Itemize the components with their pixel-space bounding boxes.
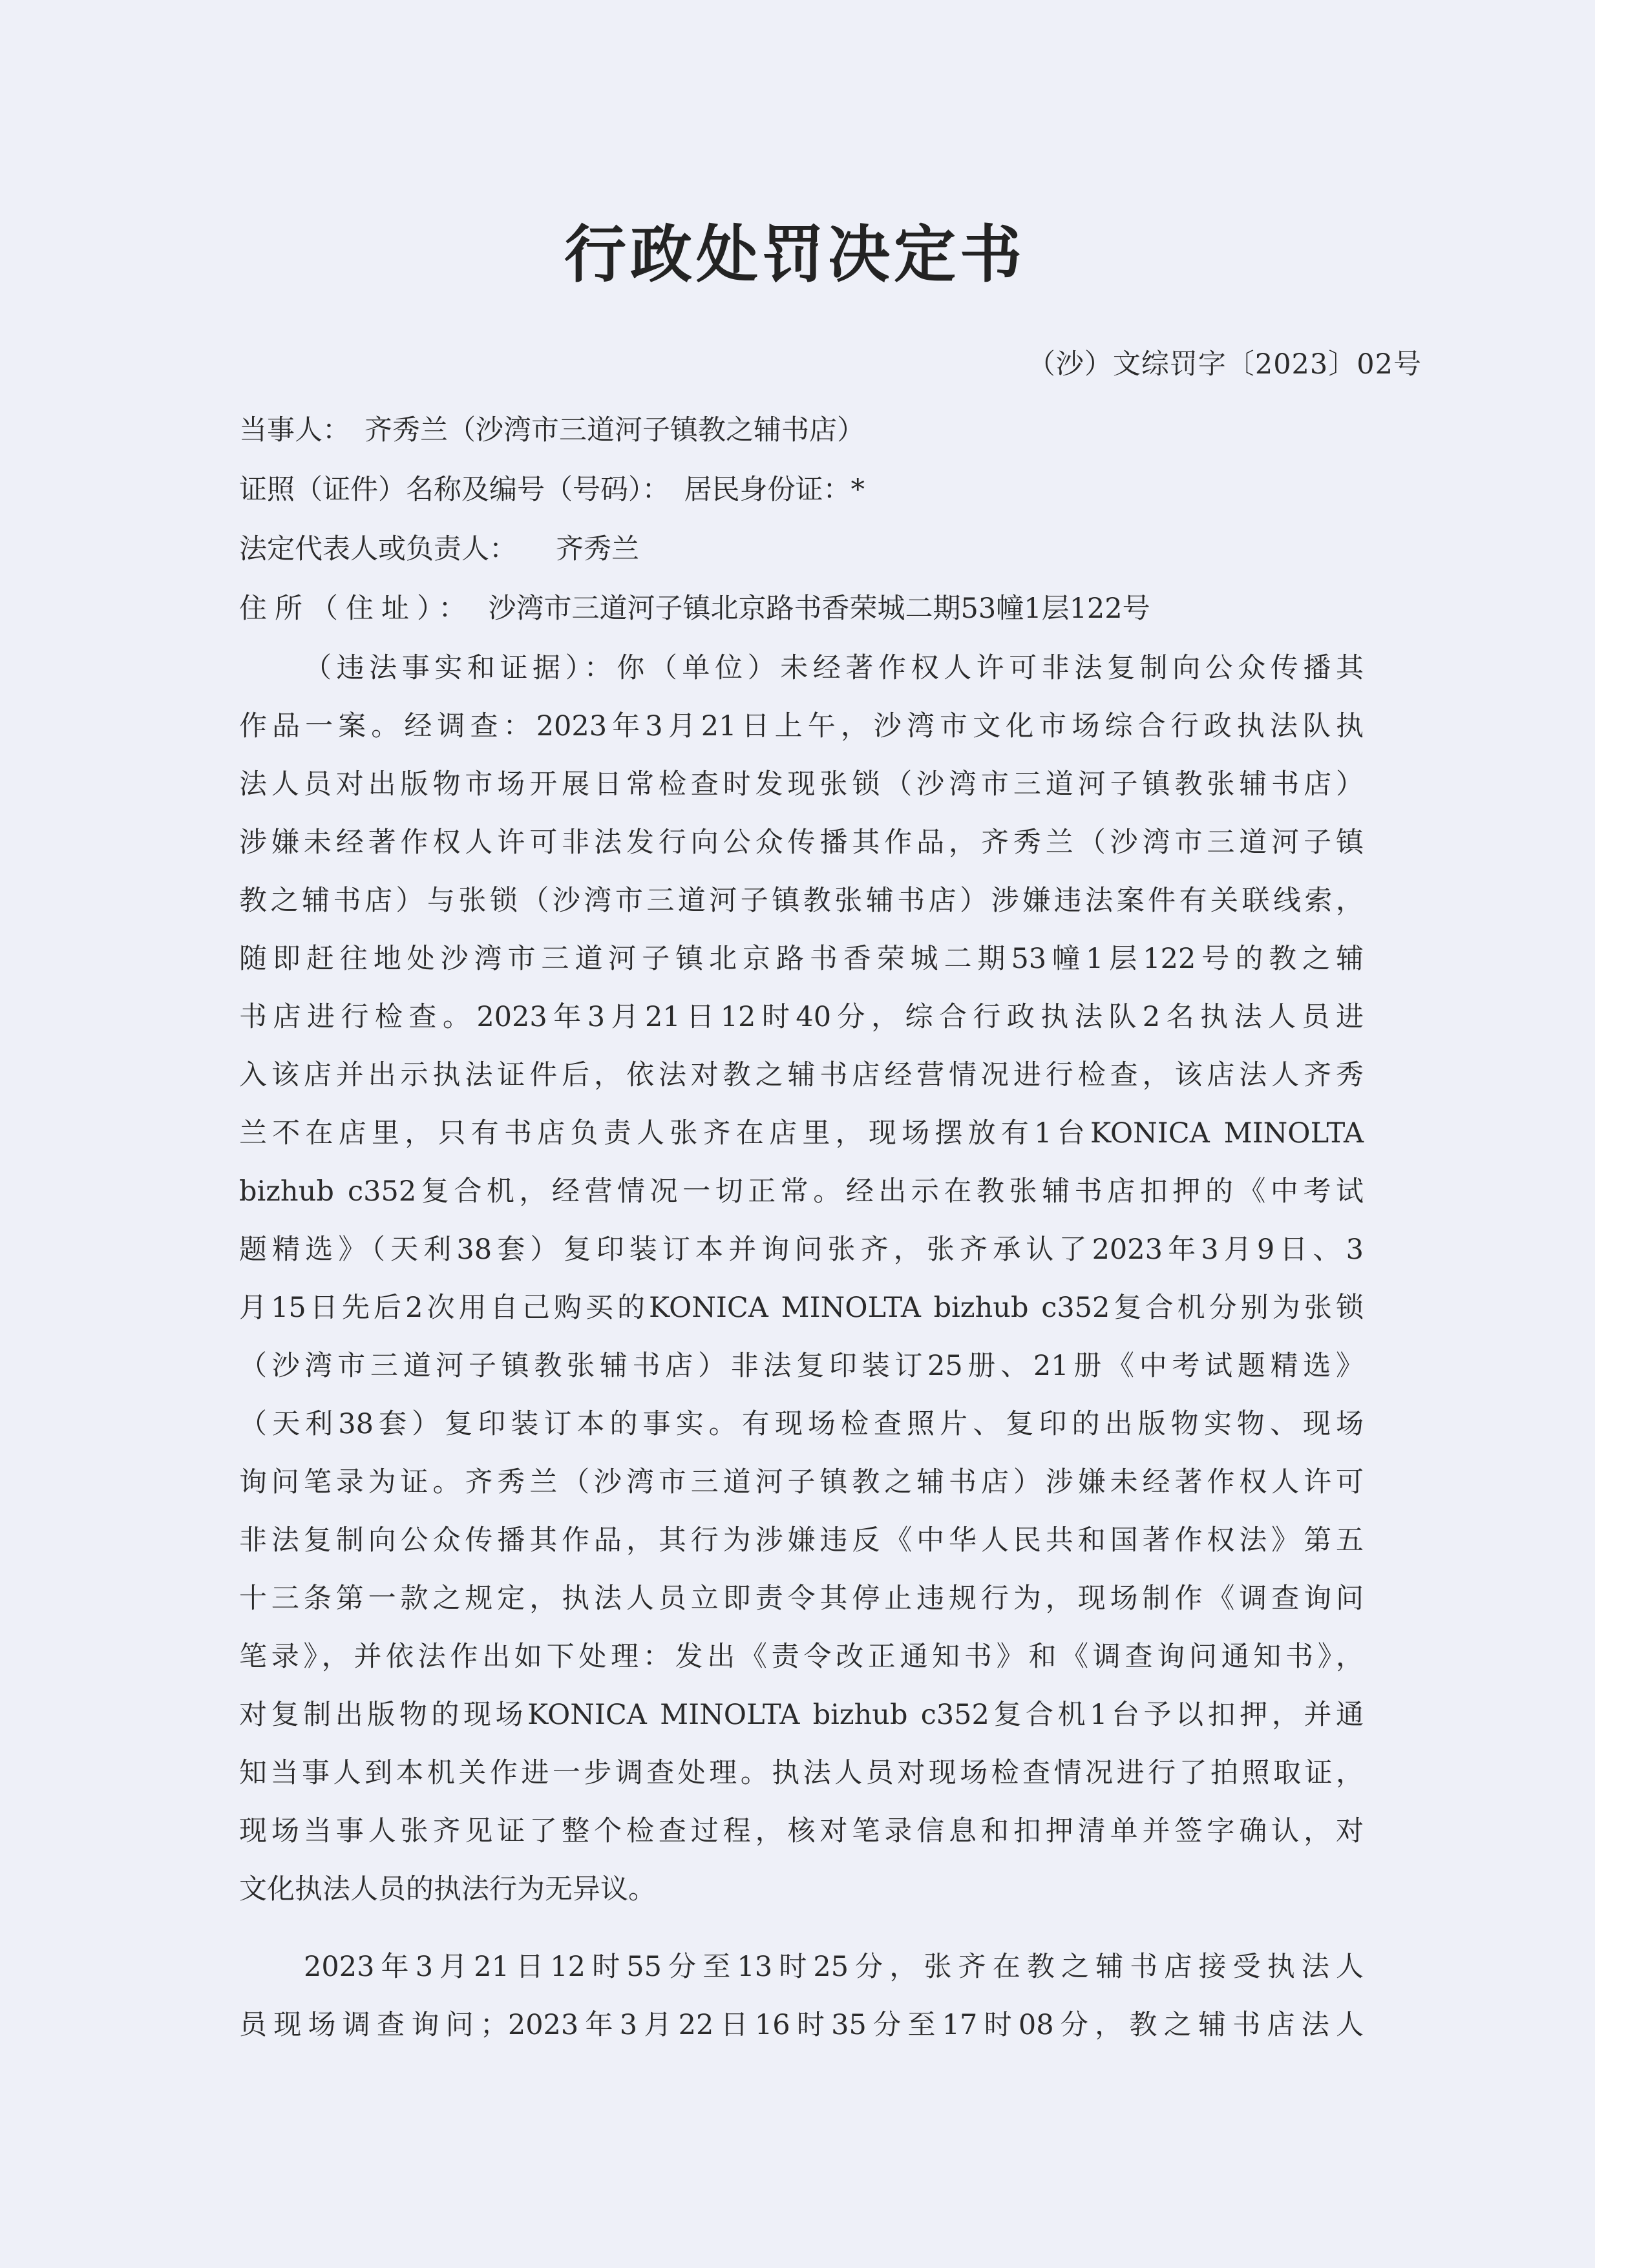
- paragraph-line: 询问笔录为证。齐秀兰（沙湾市三道河子镇教之辅书店）涉嫌未经著作权人许可: [239, 1466, 1364, 1498]
- paragraph-line: 十三条第一款之规定，执法人员立即责令其停止违规行为，现场制作《调查询问: [239, 1582, 1364, 1615]
- field-value: 齐秀兰（沙湾市三道河子镇教之辅书店）: [364, 414, 865, 446]
- field-address: [239, 587, 1150, 626]
- paragraph-line: 月15日先后2次用自己购买的KONICA MINOLTA bizhub c352复合机分别为张锁: [239, 1292, 1364, 1324]
- field-id-document: [239, 468, 865, 507]
- field-legal-representative: [239, 527, 639, 567]
- field-label: 证照（证件）名称及编号（号码）：: [239, 474, 670, 506]
- field-value: 齐秀兰: [556, 533, 639, 565]
- paragraph-line: 题精选》（天利38套）复印装订本并询问张齐，张齐承认了2023年3月9日、3: [239, 1234, 1364, 1266]
- document-title: 行政处罚决定书: [564, 218, 1026, 291]
- document-number: （沙）文综罚字〔2023〕02号: [1027, 348, 1422, 381]
- paragraph-line: 入该店并出示执法证件后，依法对教之辅书店经营情况进行检查，该店法人齐秀: [239, 1059, 1364, 1091]
- paragraph-line: （天利38套）复印装订本的事实。有现场检查照片、复印的出版物实物、现场: [239, 1408, 1364, 1440]
- field-label: 住所（住址）：: [239, 593, 474, 625]
- paragraph-line: 兰不在店里，只有书店负责人张齐在店里，现场摆放有1台KONICA MINOLTA: [239, 1117, 1364, 1150]
- field-value: 居民身份证：*: [684, 474, 865, 506]
- paragraph-line: 教之辅书店）与张锁（沙湾市三道河子镇教张辅书店）涉嫌违法案件有关联线索，: [239, 885, 1364, 917]
- paragraph-line: 法人员对出版物市场开展日常检查时发现张锁（沙湾市三道河子镇教张辅书店）: [239, 768, 1364, 801]
- paragraph-line: 随即赶往地处沙湾市三道河子镇北京路书香荣城二期53幢1层122号的教之辅: [239, 943, 1364, 975]
- field-value: 沙湾市三道河子镇北京路书香荣城二期53幢1层122号: [488, 593, 1150, 625]
- paragraph-line: 现场当事人张齐见证了整个检查过程，核对笔录信息和扣押清单并签字确认，对: [239, 1815, 1364, 1847]
- paragraph-line: 作品一案。经调查：2023年3月21日上午，沙湾市文化市场综合行政执法队执: [239, 710, 1364, 742]
- field-party: [239, 408, 865, 448]
- paragraph-line: （违法事实和证据）：你（单位）未经著作权人许可非法复制向公众传播其: [304, 652, 1364, 684]
- paragraph-line: 知当事人到本机关作进一步调查处理。执法人员对现场检查情况进行了拍照取证，: [239, 1757, 1364, 1789]
- paragraph-line: 笔录》，并依法作出如下处理：发出《责令改正通知书》和《调查询问通知书》，: [239, 1641, 1364, 1673]
- field-label: 法定代表人或负责人：: [239, 533, 517, 565]
- paragraph-line: bizhub c352复合机，经营情况一切正常。经出示在教张辅书店扣押的《中考试: [239, 1175, 1364, 1208]
- paragraph-line: 对复制出版物的现场KONICA MINOLTA bizhub c352复合机1台予以扣押，并通: [239, 1699, 1364, 1731]
- paragraph-line: 书店进行检查。2023年3月21日12时40分，综合行政执法队2名执法人员进: [239, 1001, 1364, 1033]
- field-label: 当事人：: [239, 414, 350, 446]
- paragraph-line: 非法复制向公众传播其作品，其行为涉嫌违反《中华人民共和国著作权法》第五: [239, 1524, 1364, 1557]
- paragraph-line: 2023年3月21日12时55分至13时25分，张齐在教之辅书店接受执法人: [304, 1951, 1364, 1983]
- scan-margin: [1595, 0, 1648, 2268]
- paragraph-line: 员现场调查询问；2023年3月22日16时35分至17时08分，教之辅书店法人: [239, 2009, 1364, 2041]
- paragraph-line: 涉嫌未经著作权人许可非法发行向公众传播其作品，齐秀兰（沙湾市三道河子镇: [239, 826, 1364, 859]
- paragraph-line: （沙湾市三道河子镇教张辅书店）非法复印装订25册、21册《中考试题精选》: [239, 1350, 1364, 1382]
- paragraph-line: 文化执法人员的执法行为无异议。: [239, 1873, 656, 1906]
